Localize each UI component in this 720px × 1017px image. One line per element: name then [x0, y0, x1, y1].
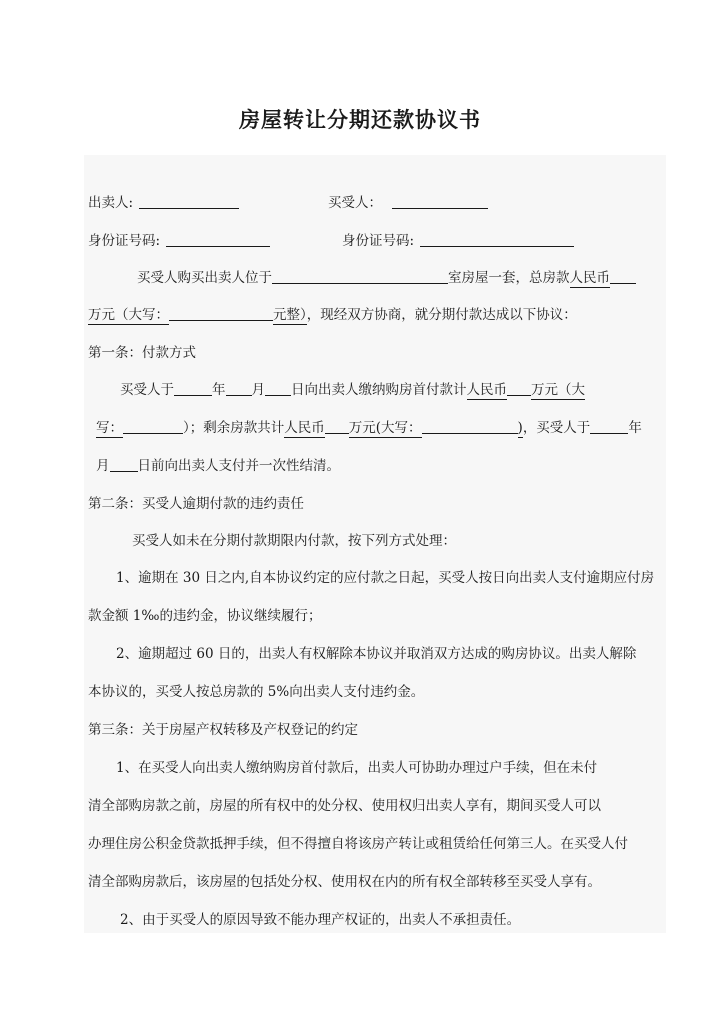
article-text: 日前向出卖人支付并一次性结清。: [137, 458, 340, 474]
year-blank[interactable]: [174, 381, 212, 396]
article-text: ，买受人于: [522, 420, 591, 436]
article-3-para-1-line-2: 清全部购房款之前，房屋的所有权中的处分权、使用权归出卖人享有，期间买受人可以: [88, 798, 601, 814]
buyer-id-blank[interactable]: [420, 232, 574, 247]
article-text: 月: [96, 458, 110, 474]
intro-line-2: [88, 306, 577, 324]
down-payment-words-blank[interactable]: [123, 419, 183, 434]
seller-name-blank[interactable]: [139, 194, 239, 209]
remaining-words-blank[interactable]: [422, 419, 518, 434]
total-price-blank[interactable]: [610, 269, 636, 284]
article-2-para-1-line-1: 1、逾期在 30 日之内,自本协议约定的应付款之日起，买受人按日向出卖人支付逾期应付房: [116, 570, 655, 586]
amount-words-label: 万元(大写：: [348, 420, 422, 436]
article-3-para-2: 2、由于买受人的原因导致不能办理产权证的，出卖人不承担责任。: [120, 912, 521, 928]
article-text: 月: [251, 382, 265, 398]
amount-suffix: 元整）: [273, 307, 307, 323]
intro-text: ，现经双方协商，就分期付款达成以下协议：: [306, 307, 577, 323]
seller-line: [88, 194, 239, 212]
total-price-words-blank[interactable]: [169, 306, 273, 321]
intro-text: 买受人购买出卖人位于: [137, 270, 272, 286]
month-blank[interactable]: [226, 381, 252, 396]
currency-label: 人民币: [569, 270, 610, 286]
article-1-heading: 第一条：付款方式: [88, 345, 196, 361]
seller-id-label: 身份证号码:: [88, 233, 161, 249]
article-3-para-1-line-4: 清全部购房款后，该房屋的包括处分权、使用权在内的所有权全部转移至买受人享有。: [88, 874, 601, 890]
amount-words-label: 万元（大写：: [88, 307, 169, 323]
article-text: ）；剩余房款共计: [183, 420, 285, 436]
article-text: 年: [628, 420, 642, 436]
article-1-line-2: [96, 419, 642, 437]
down-payment-blank[interactable]: [507, 381, 531, 396]
intro-text: 室房屋一套，总房款: [448, 270, 570, 286]
article-text: 买受人于: [120, 382, 174, 398]
day-blank[interactable]: [265, 381, 291, 396]
final-month-blank[interactable]: [110, 457, 138, 472]
article-2-para-2-line-2: 本协议的，买受人按总房款的 5%向出卖人支付违约金。: [88, 684, 425, 700]
article-text: 日向出卖人缴纳购房首付款计: [291, 382, 467, 398]
article-3-heading: 第三条：关于房屋产权转移及产权登记的约定: [88, 722, 358, 738]
seller-label: 出卖人:: [88, 195, 134, 211]
property-location-blank[interactable]: [272, 269, 448, 284]
article-text: 年: [212, 382, 226, 398]
article-2-para-2-line-1: 2、逾期超过 60 日的，出卖人有权解除本协议并取消双方达成的购房协议。出卖人解除: [116, 646, 637, 662]
amount-suffix: ): [517, 420, 523, 436]
buyer-line: [328, 194, 488, 212]
article-2-para-1-line-2: 款金额 1‰的违约金，协议继续履行；: [88, 608, 322, 624]
buyer-id-line: [342, 232, 574, 250]
article-3-para-1-line-3: 办理住房公积金贷款抵押手续，但不得擅自将该房产转让或租赁给任何第三人。在买受人付: [88, 836, 628, 852]
article-2-heading: 第二条：买受人逾期付款的违约责任: [88, 496, 304, 512]
article-1-line-1: [120, 381, 585, 399]
final-year-blank[interactable]: [590, 419, 628, 434]
remaining-amount-blank[interactable]: [325, 419, 349, 434]
article-1-line-3: [96, 457, 340, 475]
currency-label: 人民币: [466, 382, 507, 398]
currency-label: 人民币: [284, 420, 325, 436]
amount-words-label: 写：: [96, 420, 123, 436]
buyer-name-blank[interactable]: [392, 194, 488, 209]
article-3-para-1-line-1: 1、在买受人向出卖人缴纳购房首付款后，出卖人可协助办理过户手续，但在未付: [116, 760, 598, 776]
seller-id-line: [88, 232, 270, 250]
buyer-label: 买受人：: [328, 195, 382, 211]
seller-id-blank[interactable]: [166, 232, 270, 247]
intro-line-1: [137, 269, 636, 287]
document-title: 房屋转让分期还款协议书: [239, 108, 481, 132]
article-2-intro: 买受人如未在分期付款期限内付款，按下列方式处理：: [132, 533, 456, 549]
buyer-id-label: 身份证号码:: [342, 233, 415, 249]
amount-words-label: 万元（大: [531, 382, 585, 398]
